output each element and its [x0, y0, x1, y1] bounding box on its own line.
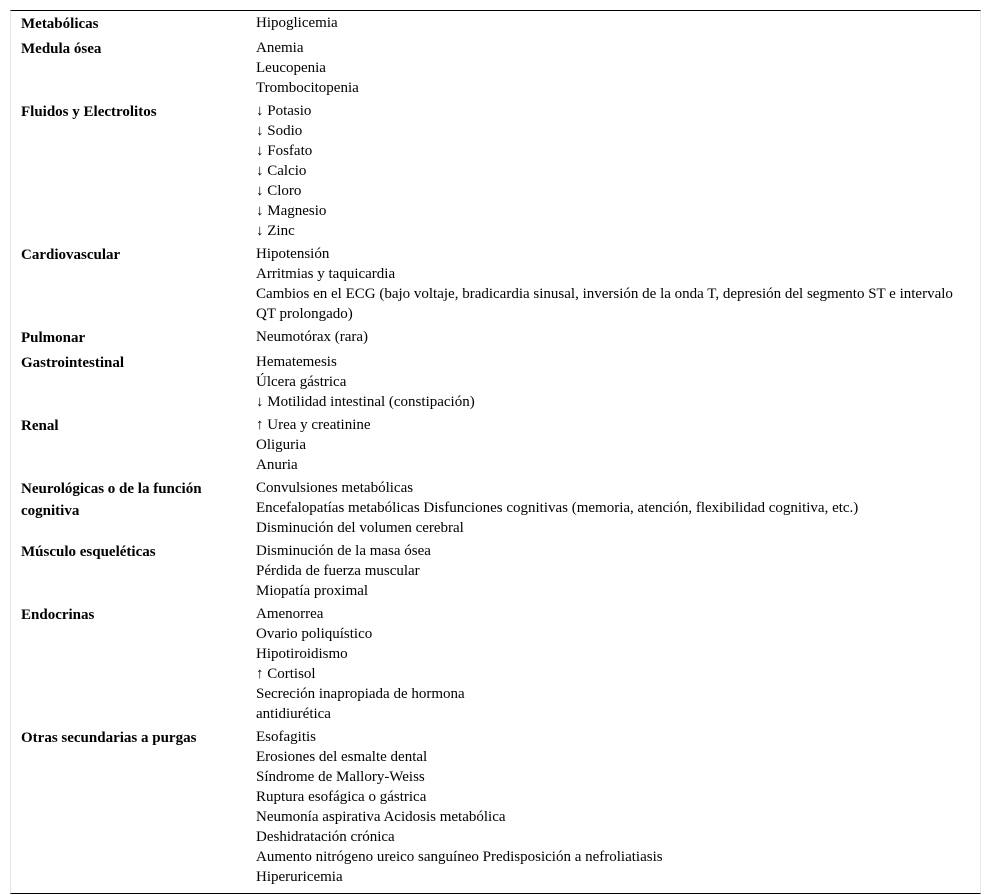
- list-item: ↓ Potasio: [256, 103, 312, 119]
- table-row: [11, 349, 980, 412]
- category-cell: Gastrointestinal: [21, 355, 125, 371]
- list-item: Hipotensión: [256, 246, 330, 262]
- list-item: Secreción inapropiada de hormona antidiurética: [256, 686, 465, 722]
- list-item: ↓ Fosfato: [256, 143, 313, 159]
- table-row: [11, 324, 980, 349]
- list-item: Anemia: [256, 40, 304, 56]
- list-item: Hiperuricemia: [256, 869, 343, 885]
- list-item: Cambios en el ECG (bajo voltaje, bradicardia sinusal, inversión de la onda T, depresión del segmento ST e intervalo QT prolongado): [256, 286, 953, 322]
- list-item: ↑ Urea y creatinine: [256, 417, 371, 433]
- table-row: [11, 601, 980, 724]
- list-item: Encefalopatías metabólicas Disfunciones cognitivas (memoria, atención, flexibilidad cognitiva, etc.): [256, 500, 859, 516]
- list-item: Anuria: [256, 457, 298, 473]
- list-item: Deshidratación crónica: [256, 829, 395, 845]
- list-item: Disminución de la masa ósea: [256, 543, 431, 559]
- category-cell: Cardiovascular: [21, 247, 121, 263]
- category-cell: Medula ósea: [21, 41, 102, 57]
- items-cell: [256, 98, 980, 241]
- list-item: Hematemesis: [256, 354, 337, 370]
- list-item: Síndrome de Mallory-Weiss: [256, 769, 425, 785]
- list-item: Esofagitis: [256, 729, 316, 745]
- list-item: Arritmias y taquicardia: [256, 266, 396, 282]
- category-cell: Fluidos y Electrolitos: [21, 104, 157, 120]
- list-item: Amenorrea: [256, 606, 324, 622]
- category-cell: Pulmonar: [21, 330, 86, 346]
- category-cell: Otras secundarias a purgas: [21, 730, 197, 746]
- list-item: Miopatía proximal: [256, 583, 369, 599]
- table-row: [11, 724, 980, 887]
- list-item: Pérdida de fuerza muscular: [256, 563, 420, 579]
- items-cell: [256, 724, 980, 887]
- items-cell: [256, 538, 980, 601]
- table-row: [11, 98, 980, 241]
- items-cell: [256, 35, 980, 98]
- list-item: Trombocitopenia: [256, 80, 359, 96]
- items-cell: [256, 11, 980, 35]
- list-item: ↓ Magnesio: [256, 203, 327, 219]
- list-item: Oliguria: [256, 437, 306, 453]
- table-row: [11, 241, 980, 324]
- category-cell: Renal: [21, 418, 59, 434]
- list-item: ↓ Cloro: [256, 183, 302, 199]
- category-cell: Metabólicas: [21, 16, 99, 32]
- table-body: [11, 11, 980, 887]
- list-item: Hipoglicemia: [256, 15, 338, 31]
- list-item: Neumotórax (rara): [256, 329, 369, 345]
- list-item: Leucopenia: [256, 60, 326, 76]
- category-cell: Neurológicas o de la función cognitiva: [21, 481, 202, 519]
- complications-table: [11, 11, 980, 887]
- list-item: Ruptura esofágica o gástrica: [256, 789, 427, 805]
- list-item: Aumento nitrógeno ureico sanguíneo Predisposición a nefroliatiasis: [256, 849, 663, 865]
- table-row: [11, 35, 980, 98]
- list-item: Disminución del volumen cerebral: [256, 520, 464, 536]
- list-item: Erosiones del esmalte dental: [256, 749, 428, 765]
- list-item: ↓ Motilidad intestinal (constipación): [256, 394, 475, 410]
- table-row: [11, 11, 980, 35]
- items-cell: [256, 349, 980, 412]
- table-row: [11, 412, 980, 475]
- list-item: Ovario poliquístico: [256, 626, 373, 642]
- complications-table-container: [10, 10, 981, 894]
- list-item: ↓ Zinc: [256, 223, 295, 239]
- items-cell: [256, 324, 980, 349]
- list-item: Neumonía aspirativa Acidosis metabólica: [256, 809, 506, 825]
- list-item: ↑ Cortisol: [256, 666, 316, 682]
- category-cell: Músculo esqueléticas: [21, 544, 156, 560]
- list-item: Úlcera gástrica: [256, 374, 347, 390]
- list-item: ↓ Sodio: [256, 123, 303, 139]
- list-item: Hipotiroidismo: [256, 646, 348, 662]
- table-row: [11, 538, 980, 601]
- table-row: [11, 475, 980, 538]
- items-cell: [256, 601, 980, 724]
- list-item: ↓ Calcio: [256, 163, 307, 179]
- items-cell: [256, 412, 980, 475]
- list-item: Convulsiones metabólicas: [256, 480, 414, 496]
- items-cell: [256, 475, 980, 538]
- items-cell: [256, 241, 980, 324]
- category-cell: Endocrinas: [21, 607, 95, 623]
